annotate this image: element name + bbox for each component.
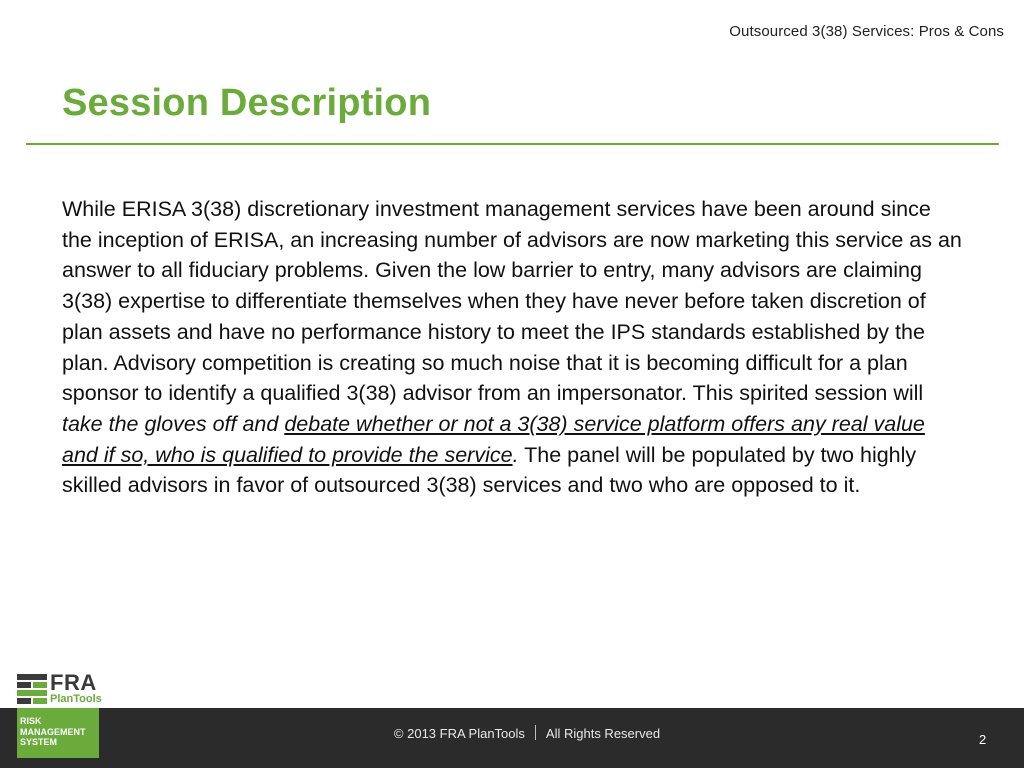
body-text-underlined: debate whether or not a 3(38) service platform offers any real value and if so, who is qualified to provide the service (62, 411, 925, 467)
footer-separator (535, 725, 536, 740)
body-text-italic: take the gloves off and (62, 411, 285, 436)
fra-bars-logo-icon (17, 674, 47, 704)
page-number: 2 (979, 732, 987, 747)
session-description-body (62, 194, 962, 501)
footer-copyright (0, 725, 1024, 741)
copyright-text: © 2013 FRA PlanTools (393, 726, 525, 741)
body-text-period: . (512, 442, 519, 467)
slide-title: Session Description (62, 82, 432, 124)
fra-plantools-logo (17, 672, 107, 708)
title-divider (26, 143, 999, 145)
rms-line-1: RISK (20, 716, 42, 726)
body-text-part2: The panel will be populated by two highly skilled advisors in favor of outsourced 3(38) services and two who are opposed to it. (62, 442, 917, 498)
logo-sub-text: PlanTools (50, 693, 102, 705)
presentation-title: Outsourced 3(38) Services: Pros & Cons (729, 23, 1004, 40)
rights-text: All Rights Reserved (545, 726, 661, 741)
logo-brand-text: FRA (50, 670, 97, 695)
rms-line-3: SYSTEM (20, 737, 58, 747)
rms-line-2: MANAGEMENT (20, 726, 86, 737)
body-text-part1: While ERISA 3(38) discretionary investment management services have been around since the inception of ERISA, an increasing number of advisors are now marketing this service as an answer to all fiduciary problems. Given the low barrier to entry, many advisors are claiming 3(38) expertise to differentiate themselves when they have never before taken discretion of plan assets and have no performance history to meet the IPS standards established by the plan. Advisory competition is creating so much noise that it is becoming difficult for a plan sponsor to identify a qualified 3(38) advisor from an impersonator. This spirited session will (62, 197, 962, 406)
